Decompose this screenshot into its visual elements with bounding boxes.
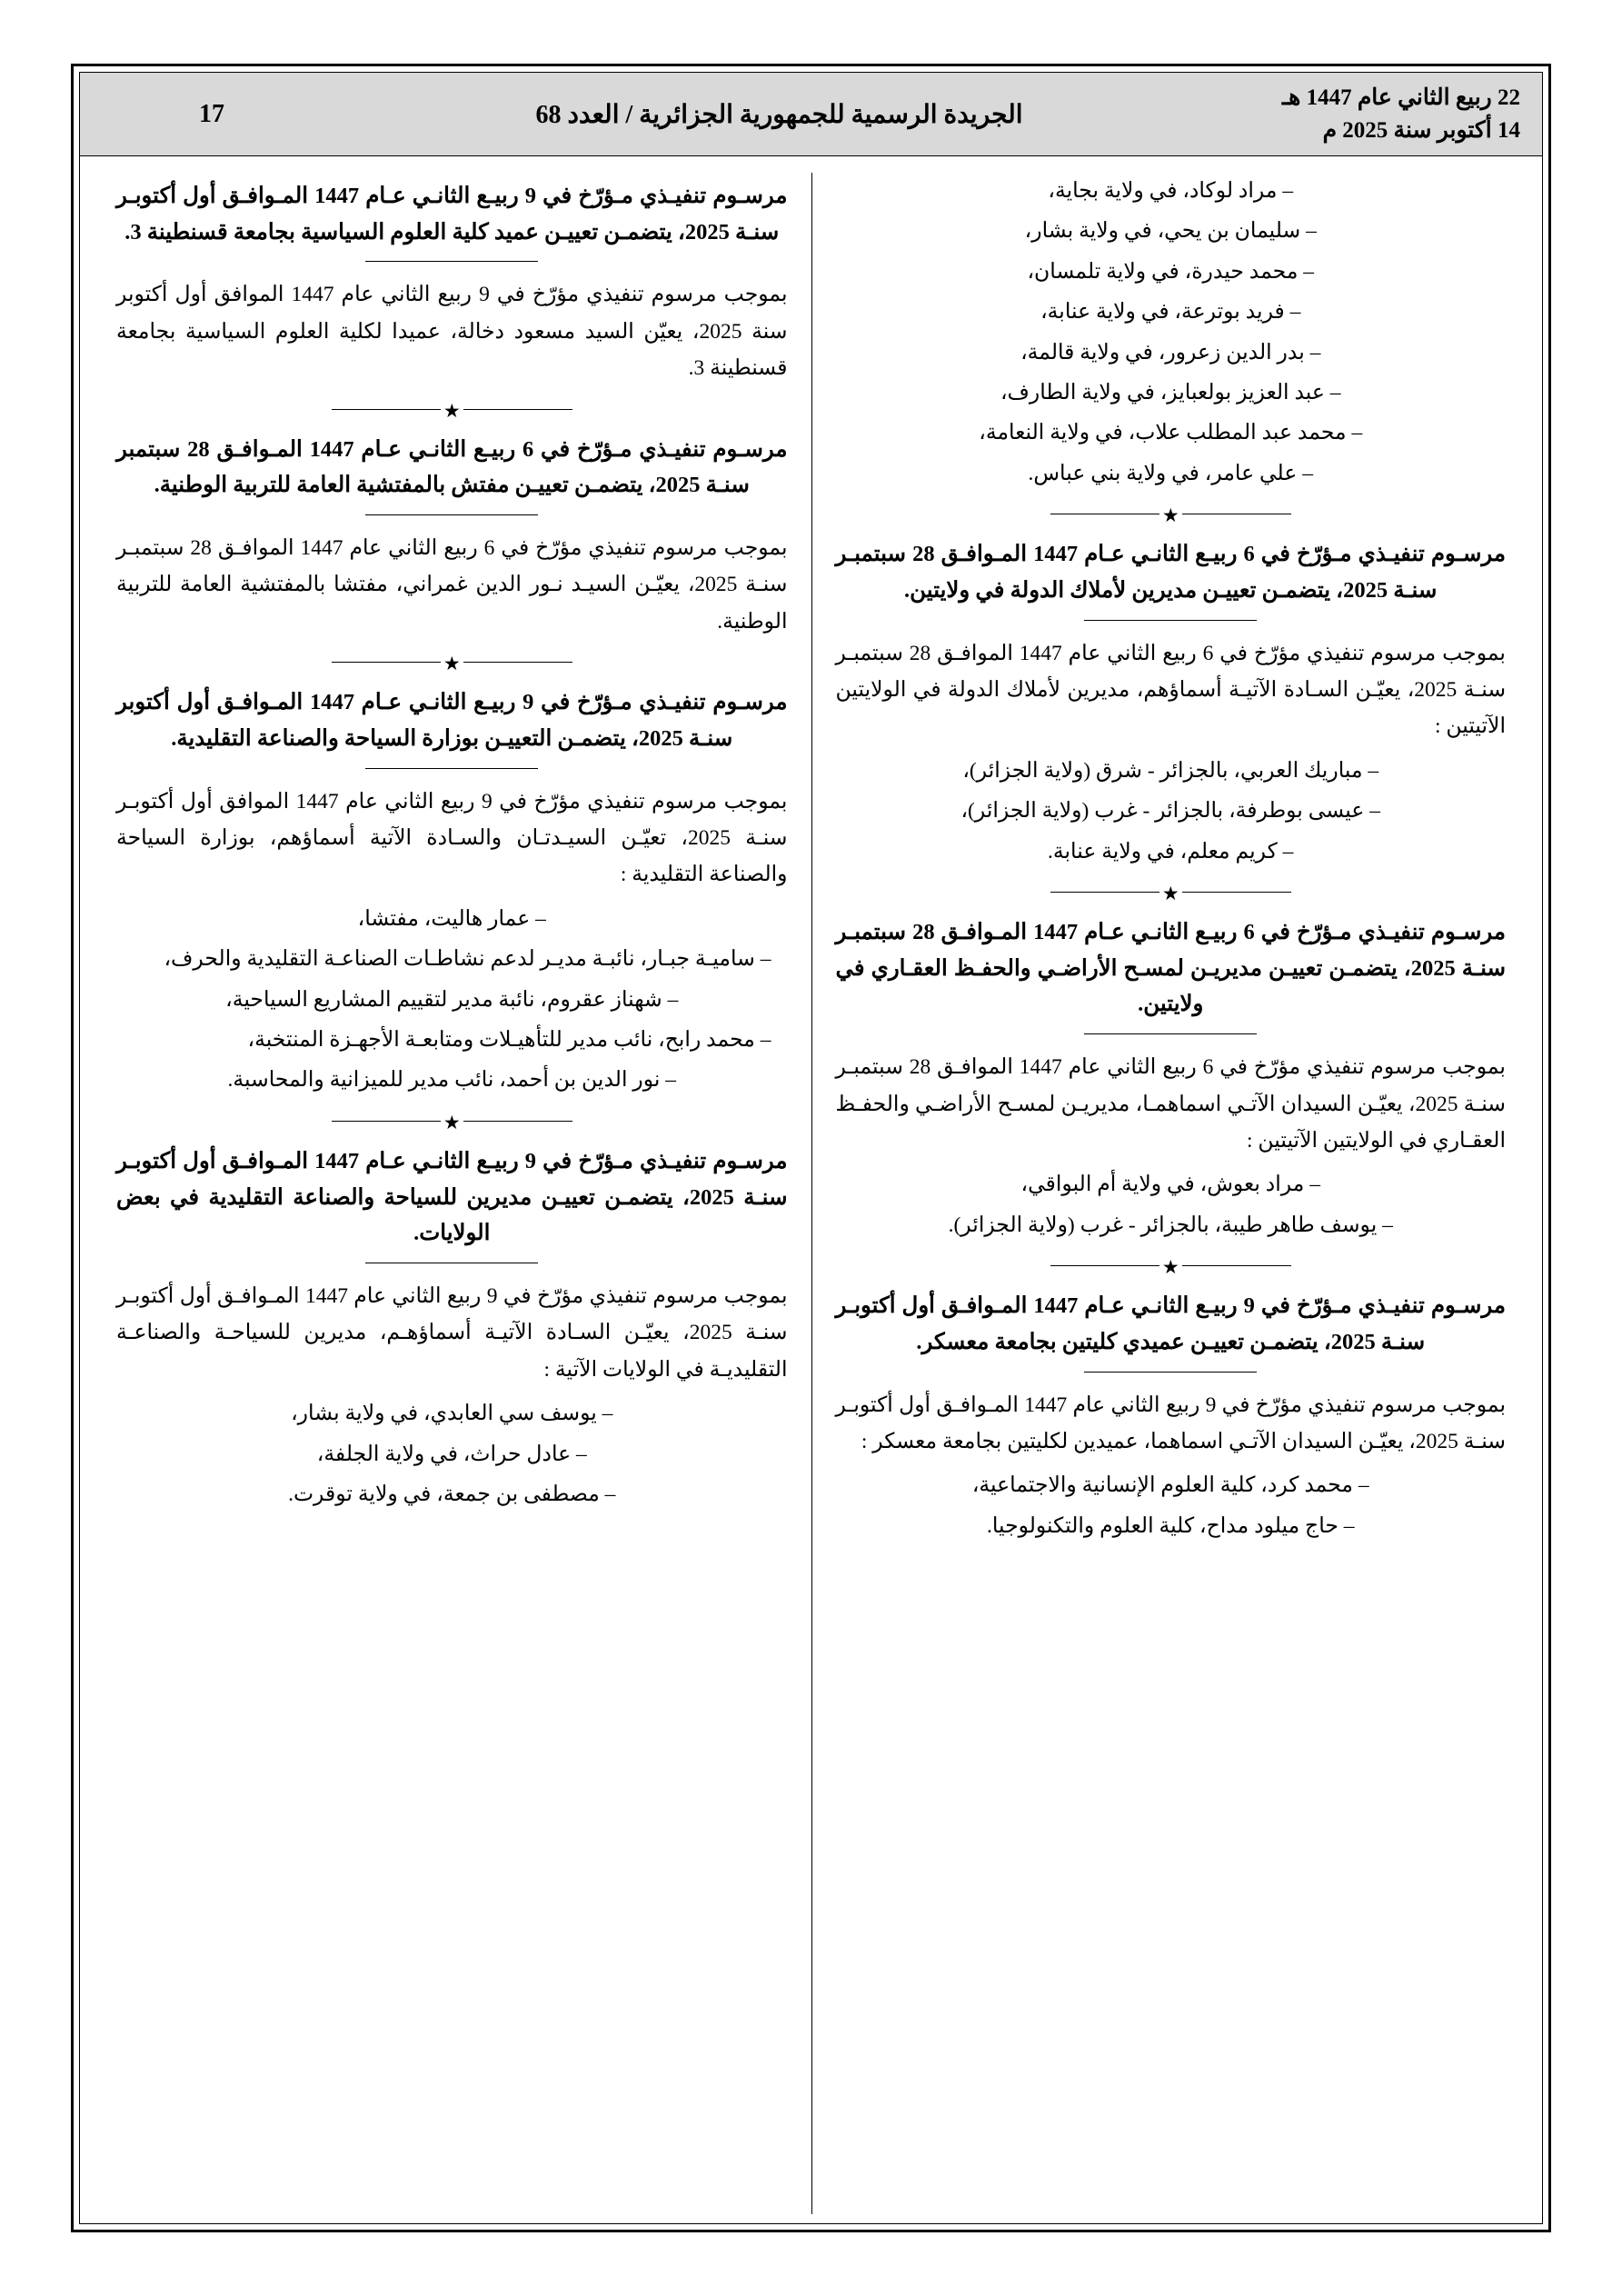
header-dates (1215, 73, 1542, 155)
list-item: – فريد بوترعة، في ولاية عنابة، (1040, 300, 1301, 324)
star-icon: ★ (1161, 504, 1179, 527)
list-item: – حاج ميلود مداح، كلية العلوم والتكنولوجيا. (986, 1513, 1355, 1538)
list-item: – عيسى بوطرفة، بالجزائر - غرب (ولاية الجزائر)، (960, 799, 1381, 824)
list-item: – مصطفى بن جمعة، في ولاية توقرت. (288, 1482, 616, 1506)
list-item: – محمد رابح، نائب مدير للتأهيـلات ومتابعـة الأجهـزة المنتخبة، (247, 1028, 771, 1052)
decree-title: مرسـوم تنفيـذي مـؤرّخ في 9 ربيـع الثانـي عـام 1447 المـوافـق أول أكتوبـر سنـة 2025، يتضمـن تعييـن عميد كلية العلوم السياسية بجامعة قسنطينة 3. (116, 184, 788, 245)
list-item: – سليمان بن يحي، في ولاية بشار، (1024, 219, 1317, 244)
decree-title: مرسـوم تنفيـذي مـؤرّخ في 9 ربيـع الثانـي عـام 1447 المـوافـق أول أكتوبـر سنـة 2025، يتضمـن تعييـن عميدي كليتين بجامعة معسكر. (835, 1293, 1506, 1354)
list-item: – محمد حيدرة، في ولاية تلمسان، (1027, 259, 1315, 284)
list-item: – محمد كرد، كلية العلوم الإنسانية والاجتماعية، (971, 1473, 1369, 1498)
separator-line (463, 662, 572, 663)
decree-block (116, 178, 788, 387)
list-item: – يوسف طاهر طيبة، بالجزائر - غرب (ولاية الجزائر). (948, 1213, 1393, 1237)
star-separator (116, 1112, 788, 1131)
decree-paragraph: بموجب مرسوم تنفيذي مؤرّخ في 6 ربيع الثاني عام 1447 الموافـق 28 سبتمبـر سنـة 2025، يعيّـن السـادة الآتيـة أسماؤهم، مديرين لأملاك الدولة في الولايتين الآتيتين : (835, 641, 1507, 739)
decree-title: مرسـوم تنفيـذي مـؤرّخ في 6 ربيـع الثانـي عـام 1447 المـوافـق 28 سبتمبـر سنـة 2025، يتضمـن تعييـن مديرين لأملاك الدولة في ولايتين. (835, 542, 1506, 603)
decree-title: مرسـوم تنفيـذي مـؤرّخ في 9 ربيـع الثانـي عـام 1447 المـوافـق أول أكتوبر سنـة 2025، يتضمـن التعييـن بوزارة السياحة والصناعة التقليدية. (116, 690, 788, 751)
title-rule (1084, 1033, 1257, 1034)
column-left (93, 173, 811, 2214)
decree-title: مرسـوم تنفيـذي مـؤرّخ في 6 ربيـع الثانـي عـام 1447 المـوافـق 28 سبتمبر سنـة 2025، يتضمـن تعييـن مفتش بالمفتشية العامة للتربية الوطنية. (116, 436, 788, 498)
star-separator (836, 504, 1507, 527)
decree-block (116, 432, 788, 641)
separator-line (1182, 892, 1291, 893)
separator-line (332, 1121, 441, 1122)
header-journal-title: الجريدة الرسمية للجمهورية الجزائرية / العدد 68 (535, 100, 1023, 129)
decree-paragraph: بموجب مرسوم تنفيذي مؤرّخ في 9 ربيع الثاني عام 1447 الموافق أول أكتوبر سنة 2025، يعيّن السيد مسعود دخالة، عميدا لكلية العلوم السياسية بجامعة قسنطينة 3. (116, 283, 788, 381)
list-item: – شهناز عقروم، نائبة مدير لتقييم المشاريع السياحية، (225, 987, 679, 1012)
list-item: – ساميـة جبـار، نائبـة مديـر لدعم نشاطـات الصناعـة التقليدية والحرف، (164, 947, 771, 972)
list-item: – عادل حراث، في ولاية الجلفة، (316, 1442, 587, 1466)
continued-list-block (836, 173, 1507, 492)
title-rule (1084, 1372, 1257, 1373)
title-rule (1084, 620, 1257, 621)
list-item: – يوسف سي العابدي، في ولاية بشار، (291, 1402, 613, 1426)
header-date-gregorian: 14 أكتوبر سنة 2025 م (1322, 118, 1520, 144)
list-item: – محمد عبد المطلب علاب، في ولاية النعامة، (979, 421, 1363, 445)
star-separator (836, 1256, 1507, 1279)
decree-paragraph: بموجب مرسوم تنفيذي مؤرّخ في 6 ربيع الثاني عام 1447 الموافـق 28 سبتمبـر سنـة 2025، يعيّـن السيدان الآتـي اسماهمـا، مديريـن لمسـح الأراضـي والحفـظ العقـاري في الولايتين الآتيتين : (835, 1055, 1506, 1153)
title-rule (365, 514, 538, 515)
decree-block (116, 684, 788, 1099)
separator-line (463, 409, 572, 410)
star-icon: ★ (443, 653, 461, 675)
decree-block (836, 536, 1507, 870)
page-header (80, 73, 1542, 156)
page-body (80, 156, 1542, 2223)
star-separator (116, 399, 788, 422)
decree-paragraph: بموجب مرسوم تنفيذي مؤرّخ في 9 ربيع الثاني عام 1447 المـوافـق أول أكتوبـر سنـة 2025، يعيّـن السيدان الآتـي اسماهما، عميدين لكليتين بجامعة معسكر : (835, 1393, 1506, 1453)
list-item: – بدر الدين زعرور، في ولاية قالمة، (1020, 340, 1321, 364)
star-separator (836, 883, 1507, 905)
decree-block (836, 1288, 1507, 1544)
separator-line (463, 1121, 572, 1122)
star-icon: ★ (1161, 1256, 1179, 1279)
list-item: – نور الدين بن أحمد، نائب مدير للميزانية والمحاسبة. (227, 1068, 677, 1093)
separator-line (1050, 1265, 1159, 1266)
decree-block (116, 1143, 788, 1513)
decree-title: مرسـوم تنفيـذي مـؤرّخ في 9 ربيـع الثانـي عـام 1447 المـوافـق أول أكتوبـر سنـة 2025، يتضمـن تعييـن مديرين للسياحة والصناعة التقليدية في بعض الولايات. (116, 1148, 788, 1246)
list-item: – كريم معلم، في ولاية عنابة. (1048, 839, 1294, 863)
decree-block (836, 914, 1507, 1243)
star-icon: ★ (443, 399, 461, 422)
list-item: – مباريك العربي، بالجزائر - شرق (ولاية الجزائر)، (962, 758, 1379, 783)
star-separator (116, 653, 788, 675)
star-icon: ★ (1161, 883, 1179, 905)
column-right (811, 173, 1530, 2214)
list-item: – مراد بعوش، في ولاية أم البواقي، (1020, 1173, 1320, 1197)
list-item: – مراد لوكاد، في ولاية بجاية، (1048, 179, 1294, 203)
separator-line (1050, 892, 1159, 893)
title-rule (365, 768, 538, 769)
separator-line (332, 662, 441, 663)
star-icon: ★ (443, 1111, 461, 1133)
decree-paragraph: بموجب مرسوم تنفيذي مؤرّخ في 6 ربيع الثاني عام 1447 الموافـق 28 سبتمبـر سنـة 2025، يعيّـن السيـد نـور الدين غمراني، مفتشا بالمفتشية العامة للتربية الوطنية. (116, 535, 788, 634)
header-page-number: 17 (199, 99, 224, 128)
title-rule (365, 261, 538, 262)
header-date-hijri: 22 ربيع الثاني عام 1447 هـ (1281, 85, 1520, 110)
page-inner-border (79, 72, 1543, 2224)
page-outer-border (71, 64, 1551, 2232)
list-item: – علي عامر، في ولاية بني عباس. (1028, 461, 1313, 485)
list-item: – عمار هاليت، مفتشا، (357, 906, 546, 931)
decree-title: مرسـوم تنفيـذي مـؤرّخ في 6 ربيـع الثانـي عـام 1447 المـوافـق 28 سبتمبـر سنـة 2025، يتضمـن تعييـن مديريـن لمسـح الأراضـي والحفـظ العقـاري في ولايتين. (835, 920, 1507, 1017)
separator-line (332, 409, 441, 410)
separator-line (1182, 1265, 1291, 1266)
decree-paragraph: بموجب مرسوم تنفيذي مؤرّخ في 9 ربيع الثاني عام 1447 المـوافـق أول أكتوبـر سنـة 2025، يعيّـن السـادة الآتيـة أسماؤهـم، مديرين للسياحـة والصناعـة التقليديـة في الولايات الآتية : (116, 1283, 788, 1382)
decree-paragraph: بموجب مرسوم تنفيذي مؤرّخ في 9 ربيع الثاني عام 1447 الموافق أول أكتوبـر سنـة 2025، تعيّـن السيـدتـان والسـادة الآتية أسماؤهم، بوزارة السياحة والصناعة التقليدية : (116, 789, 788, 887)
list-item: – عبد العزيز بولعبايز، في ولاية الطارف، (1000, 381, 1341, 405)
